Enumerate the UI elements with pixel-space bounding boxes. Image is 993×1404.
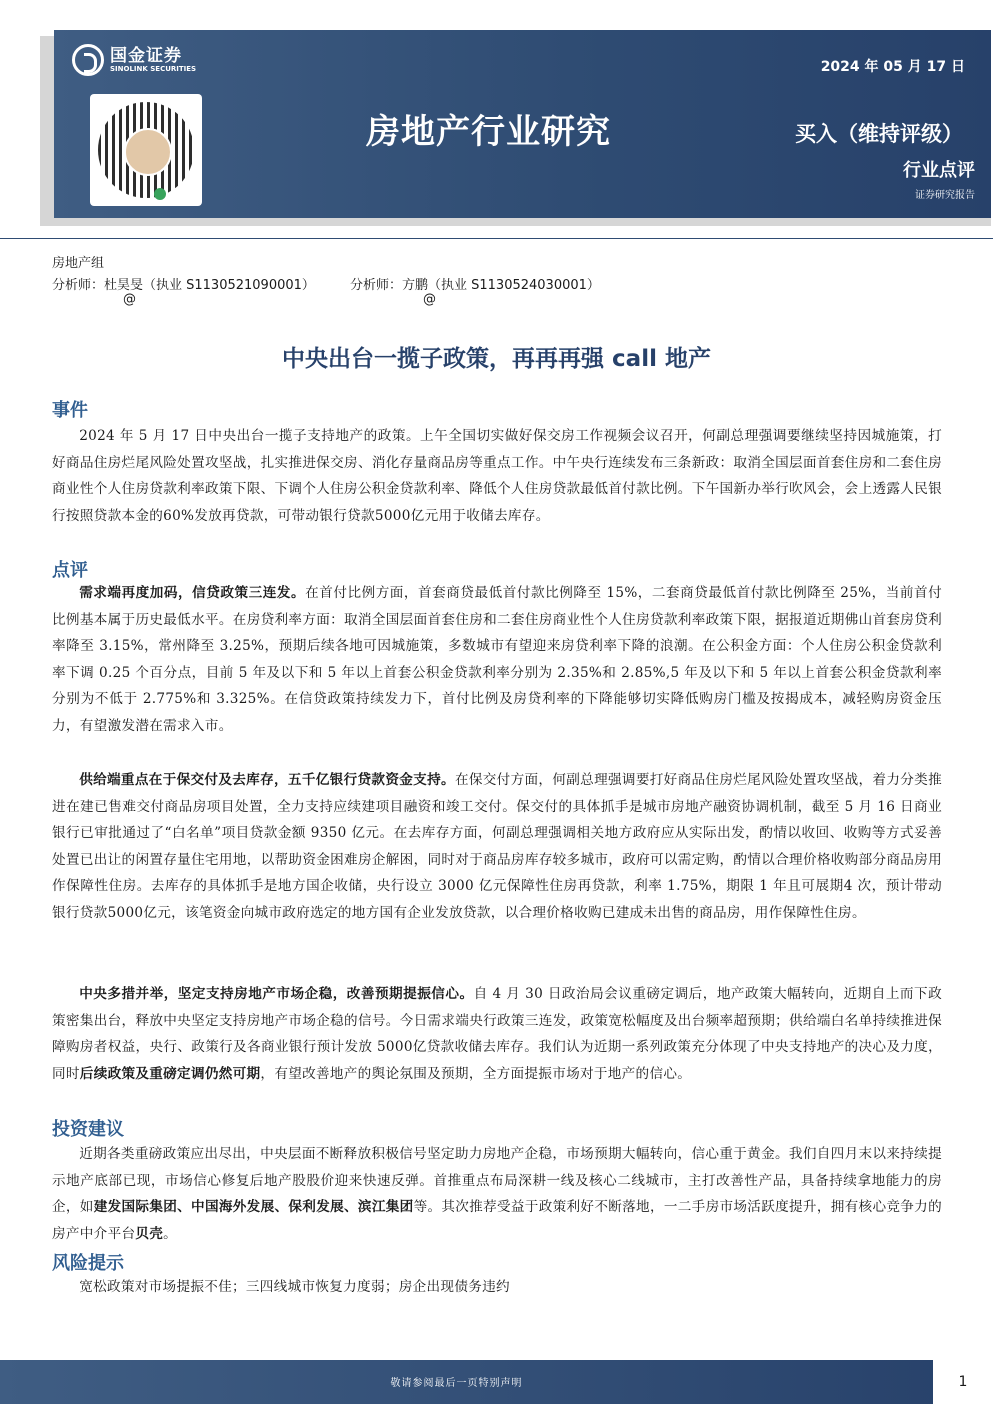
qr-code-icon	[90, 94, 202, 206]
comment-1-body: 在首付比例方面，首套商贷最低首付款比例降至 15%，二套商贷最低首付款比例降至 25%，当前首付比例基本属于历史最低水平。在房贷利率方面：取消全国层面首套住房和二套住房商业性个人住房贷款利率政策下限，据报道近期佛山首套房贷利率降至 3.15%，常州降至 3.25%，预期后续各地可因城施策，多数城市有望迎来房贷利率下降的浪潮。在公积金方面：个人住房公积金贷款利率下调 0.25 个百分点，目前 5 年及以下和 5 年以上首套公积金贷款利率分别为 2.35%和 2.85%,5 年及以下和 5 年以上首套公积金贷款利率分别为不低于 2.775%和 3.325%。在信贷政策持续发力下，首付比例及房贷利率的下降能够切实降低购房门槛及按揭成本，减轻购房资金压力，有望激发潜在需求入市。	[52, 585, 942, 734]
rating-label: 买入（维持评级）	[795, 122, 963, 146]
analyst-2: 分析师：方鹏（执业 S1130524030001）	[350, 278, 600, 293]
comment-3-lead: 中央多措并举，坚定支持房地产市场企稳，改善预期提振信心。	[79, 986, 474, 1002]
comment-3-body: 自 4 月 30 日政治局会议重磅定调后，地产政策大幅转向，近期自上而下政策密集出台，释放中央坚定支持房地产市场企稳的信号。今日需求端央行政策三连发，政策宽松幅度及出台频率超预期；供给端白名单持续推进保障购房者权益，央行、政策行及各商业银行预计发放 5000亿贷款收储去库存。我们认为近期一系列政策充分体现了中央支持地产的决心及力度，同时	[52, 986, 943, 1082]
event-paragraph: 2024 年 5 月 17 日中央出台一揽子支持地产的政策。上午全国切实做好保交房工作视频会议召开，何副总理强调要继续坚持因城施策，打好商品住房烂尾风险处置攻坚战，扎实推进保交房、消化存量商品房等重点工作。中午央行连续发布三条新政：取消全国层面首套住房和二套住房商业性个人住房贷款利率政策下限、下调个人住房公积金贷款利率、降低个人住房贷款最低首付款比例。下午国新办举行吹风会，会上透露人民银行按照贷款本金的60%发放再贷款，可带动银行贷款5000亿元用于收储去库存。	[52, 428, 942, 524]
report-type: 行业点评	[903, 160, 975, 181]
report-category-title: 房地产行业研究	[366, 112, 611, 152]
advice-paragraph	[52, 1141, 942, 1247]
section-heading-comment: 点评	[52, 560, 88, 581]
comment-2-lead: 供给端重点在于保交付及去库存，五千亿银行贷款资金支持。	[79, 772, 455, 788]
team-label: 房地产组	[52, 256, 105, 271]
advice-picks: 建发国际集团、中国海外发展、保利发展、滨江集团	[93, 1199, 414, 1216]
logo-name-en: SINOLINK SECURITIES	[110, 64, 197, 73]
advice-platform: 贝壳	[135, 1225, 164, 1242]
report-date: 2024 年 05 月 17 日	[820, 59, 965, 75]
comment-3-emphasis: 后续政策及重磅定调仍然可期	[79, 1065, 261, 1082]
advice-end: 。	[163, 1225, 178, 1242]
comment-2-body: 在保交付方面，何副总理强调要打好商品住房烂尾风险处置攻坚战，着力分类推进在建已售难交付商品房项目处置，全力支持应续建项目融资和竣工交付。保交付的具体抓手是城市房地产融资协调机制，截至 5 月 16 日商业银行已审批通过了“白名单”项目贷款金额 9350 亿元。在去库存方面，何副总理强调相关地方政府应从实际出发，酌情以收回、收购等方式妥善处置已出让的闲置存量住宅用地，以帮助资金困难房企解困，同时对于商品房库存较多城市，政府可以需定购，酌情以合理价格收购部分商品房用作保障性住房。去库存的具体抓手是地方国企收储，央行设立 3000 亿元保障性住房再贷款，利率 1.75%，期限 1 年且可展期4 次，预计带动银行贷款5000亿元，该笔资金向城市政府选定的地方国有企业发放贷款，以合理价格收购已建成未出售的商品房，用作保障性住房。	[52, 772, 942, 921]
logo-mark-icon	[72, 44, 104, 76]
comment-paragraph-3	[52, 981, 942, 1087]
disclaimer-note: 敬请参阅最后一页特别声明	[390, 1378, 523, 1389]
analyst-1: 分析师：杜昊旻（执业 S1130521090001）	[52, 278, 315, 293]
report-subtype: 证券研究报告	[915, 190, 975, 201]
section-heading-event: 事件	[52, 400, 88, 421]
logo-name-cn: 国金证券	[110, 45, 182, 66]
page-number: 1	[933, 1360, 993, 1404]
section-heading-advice: 投资建议	[52, 1119, 124, 1140]
analyst-2-email[interactable]: @	[423, 292, 436, 307]
advice-body: 近期各类重磅政策应出尽出，中央层面不断释放积极信号坚定助力房地产企稳，市场预期大幅转向，信心重于黄金。我们自四月末以来持续提示地产底部已现，市场信心修复后地产股股价迎来快速反弹。首推重点布局深耕一线及核心二线城市，主打改善性产品，具备持续拿地能力的房企，如	[52, 1146, 942, 1216]
page-footer	[0, 1360, 993, 1404]
header-banner	[54, 30, 991, 218]
comment-paragraph-2	[52, 767, 942, 927]
risk-paragraph: 宽松政策对市场提振不佳；三四线城市恢复力度弱；房企出现债务违约	[79, 1279, 510, 1295]
comment-3-end: ，有望改善地产的舆论氛围及预期，全方面提振市场对于地产的信心。	[260, 1065, 692, 1082]
company-logo	[72, 44, 196, 76]
header-divider	[0, 238, 993, 239]
comment-paragraph-1	[52, 580, 942, 740]
analyst-1-email[interactable]: @	[123, 292, 136, 307]
section-heading-risk: 风险提示	[52, 1253, 124, 1274]
advice-body-2: 等。其次推荐受益于政策利好不断落地，一二手房市场活跃度提升，拥有核心竞争力的房产中介平台	[52, 1199, 942, 1242]
comment-1-lead: 需求端再度加码，信贷政策三连发。	[79, 585, 306, 601]
document-title: 中央出台一揽子政策，再再再强 call 地产	[282, 346, 711, 372]
